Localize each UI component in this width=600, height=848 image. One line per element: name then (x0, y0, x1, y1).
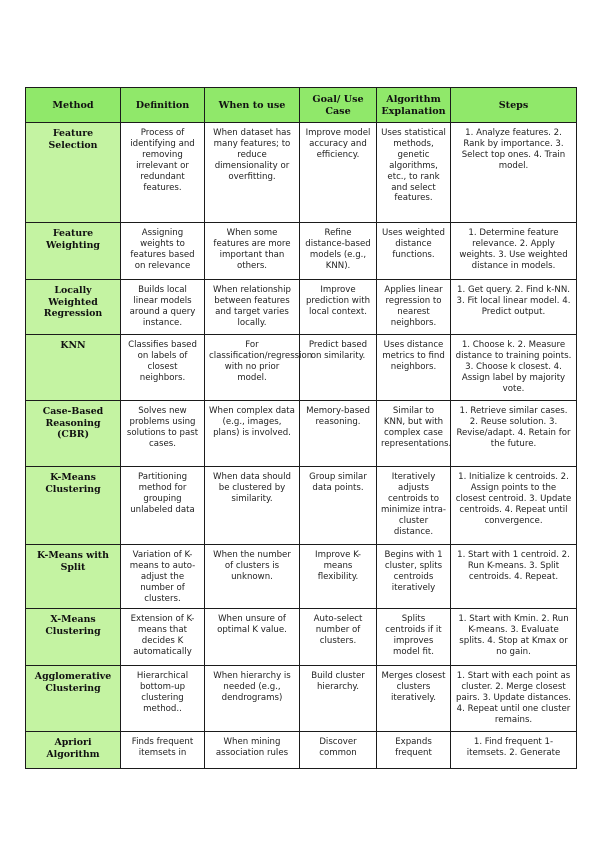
method-cell: Feature Weighting (26, 223, 121, 280)
definition-cell: Assigning weights to features based on relevance (121, 223, 205, 280)
explanation-cell: Begins with 1 cluster, splits centroids iteratively (377, 545, 451, 609)
goal-cell: Improve prediction with local context. (300, 280, 377, 335)
when-to-use-cell: When hierarchy is needed (e.g., dendrograms) (205, 666, 300, 732)
header-when-to-use: When to use (205, 88, 300, 123)
steps-cell: 1. Determine feature relevance. 2. Apply weights. 3. Use weighted distance in models. (451, 223, 577, 280)
definition-cell: Builds local linear models around a query instance. (121, 280, 205, 335)
goal-cell: Auto-select number of clusters. (300, 609, 377, 666)
explanation-cell: Uses weighted distance functions. (377, 223, 451, 280)
steps-cell: 1. Find frequent 1-itemsets. 2. Generate (451, 732, 577, 769)
table-row (26, 732, 577, 769)
steps-cell: 1. Start with 1 centroid. 2. Run K-means. 3. Split centroids. 4. Repeat. (451, 545, 577, 609)
table-row (26, 335, 577, 401)
when-to-use-cell: When data should be clustered by similarity. (205, 467, 300, 545)
table-row (26, 666, 577, 732)
table-row (26, 223, 577, 280)
header-steps: Steps (451, 88, 577, 123)
when-to-use-cell: When relationship between features and target varies locally. (205, 280, 300, 335)
definition-cell: Classifies based on labels of closest neighbors. (121, 335, 205, 401)
method-cell: K-Means with Split (26, 545, 121, 609)
steps-cell: 1. Initialize k centroids. 2. Assign points to the closest centroid. 3. Update centroids. 4. Repeat until convergence. (451, 467, 577, 545)
when-to-use-cell: When the number of clusters is unknown. (205, 545, 300, 609)
goal-cell: Group similar data points. (300, 467, 377, 545)
goal-cell: Improve K-means flexibility. (300, 545, 377, 609)
definition-cell: Hierarchical bottom-up clustering method.. (121, 666, 205, 732)
method-cell: Locally Weighted Regression (26, 280, 121, 335)
method-cell: Agglomerative Clustering (26, 666, 121, 732)
definition-cell: Process of identifying and removing irrelevant or redundant features. (121, 123, 205, 223)
when-to-use-cell: For classification/regression with no prior model. (205, 335, 300, 401)
header-goal-use-case: Goal/ Use Case (300, 88, 377, 123)
explanation-cell: Uses distance metrics to find neighbors. (377, 335, 451, 401)
when-to-use-cell: When dataset has many features; to reduce dimensionality or overfitting. (205, 123, 300, 223)
method-cell: Case-Based Reasoning (CBR) (26, 401, 121, 467)
table-row (26, 467, 577, 545)
goal-cell: Refine distance-based models (e.g., KNN). (300, 223, 377, 280)
goal-cell: Memory-based reasoning. (300, 401, 377, 467)
header-row (26, 88, 577, 123)
explanation-cell: Iteratively adjusts centroids to minimize intra-cluster distance. (377, 467, 451, 545)
steps-cell: 1. Get query. 2. Find k-NN. 3. Fit local linear model. 4. Predict output. (451, 280, 577, 335)
methods-table (25, 87, 577, 769)
goal-cell: Build cluster hierarchy. (300, 666, 377, 732)
table-row (26, 123, 577, 223)
when-to-use-cell: When mining association rules (205, 732, 300, 769)
table-row (26, 545, 577, 609)
definition-cell: Solves new problems using solutions to past cases. (121, 401, 205, 467)
explanation-cell: Similar to KNN, but with complex case representations. (377, 401, 451, 467)
steps-cell: 1. Start with each point as cluster. 2. Merge closest pairs. 3. Update distances. 4. Repeat until one cluster remains. (451, 666, 577, 732)
header-definition: Definition (121, 88, 205, 123)
table-header (26, 88, 577, 123)
explanation-cell: Splits centroids if it improves model fit. (377, 609, 451, 666)
definition-cell: Partitioning method for grouping unlabeled data (121, 467, 205, 545)
definition-cell: Finds frequent itemsets in (121, 732, 205, 769)
method-cell: KNN (26, 335, 121, 401)
table-row (26, 280, 577, 335)
method-cell: Apriori Algorithm (26, 732, 121, 769)
explanation-cell: Applies linear regression to nearest neighbors. (377, 280, 451, 335)
method-cell: Feature Selection (26, 123, 121, 223)
steps-cell: 1. Analyze features. 2. Rank by importance. 3. Select top ones. 4. Train model. (451, 123, 577, 223)
goal-cell: Discover common (300, 732, 377, 769)
explanation-cell: Merges closest clusters iteratively. (377, 666, 451, 732)
definition-cell: Extension of K-means that decides K automatically (121, 609, 205, 666)
when-to-use-cell: When unsure of optimal K value. (205, 609, 300, 666)
goal-cell: Improve model accuracy and efficiency. (300, 123, 377, 223)
table-row (26, 401, 577, 467)
when-to-use-cell: When complex data (e.g., images, plans) is involved. (205, 401, 300, 467)
header-algorithm-explanation: Algorithm Explanation (377, 88, 451, 123)
method-cell: K-Means Clustering (26, 467, 121, 545)
method-cell: X-Means Clustering (26, 609, 121, 666)
when-to-use-cell: When some features are more important than others. (205, 223, 300, 280)
definition-cell: Variation of K-means to auto-adjust the number of clusters. (121, 545, 205, 609)
table-row (26, 609, 577, 666)
steps-cell: 1. Start with Kmin. 2. Run K-means. 3. Evaluate splits. 4. Stop at Kmax or no gain. (451, 609, 577, 666)
explanation-cell: Uses statistical methods, genetic algorithms, etc., to rank and select features. (377, 123, 451, 223)
goal-cell: Predict based on similarity. (300, 335, 377, 401)
header-method: Method (26, 88, 121, 123)
steps-cell: 1. Choose k. 2. Measure distance to training points. 3. Choose k closest. 4. Assign label by majority vote. (451, 335, 577, 401)
explanation-cell: Expands frequent (377, 732, 451, 769)
steps-cell: 1. Retrieve similar cases. 2. Reuse solution. 3. Revise/adapt. 4. Retain for the future. (451, 401, 577, 467)
